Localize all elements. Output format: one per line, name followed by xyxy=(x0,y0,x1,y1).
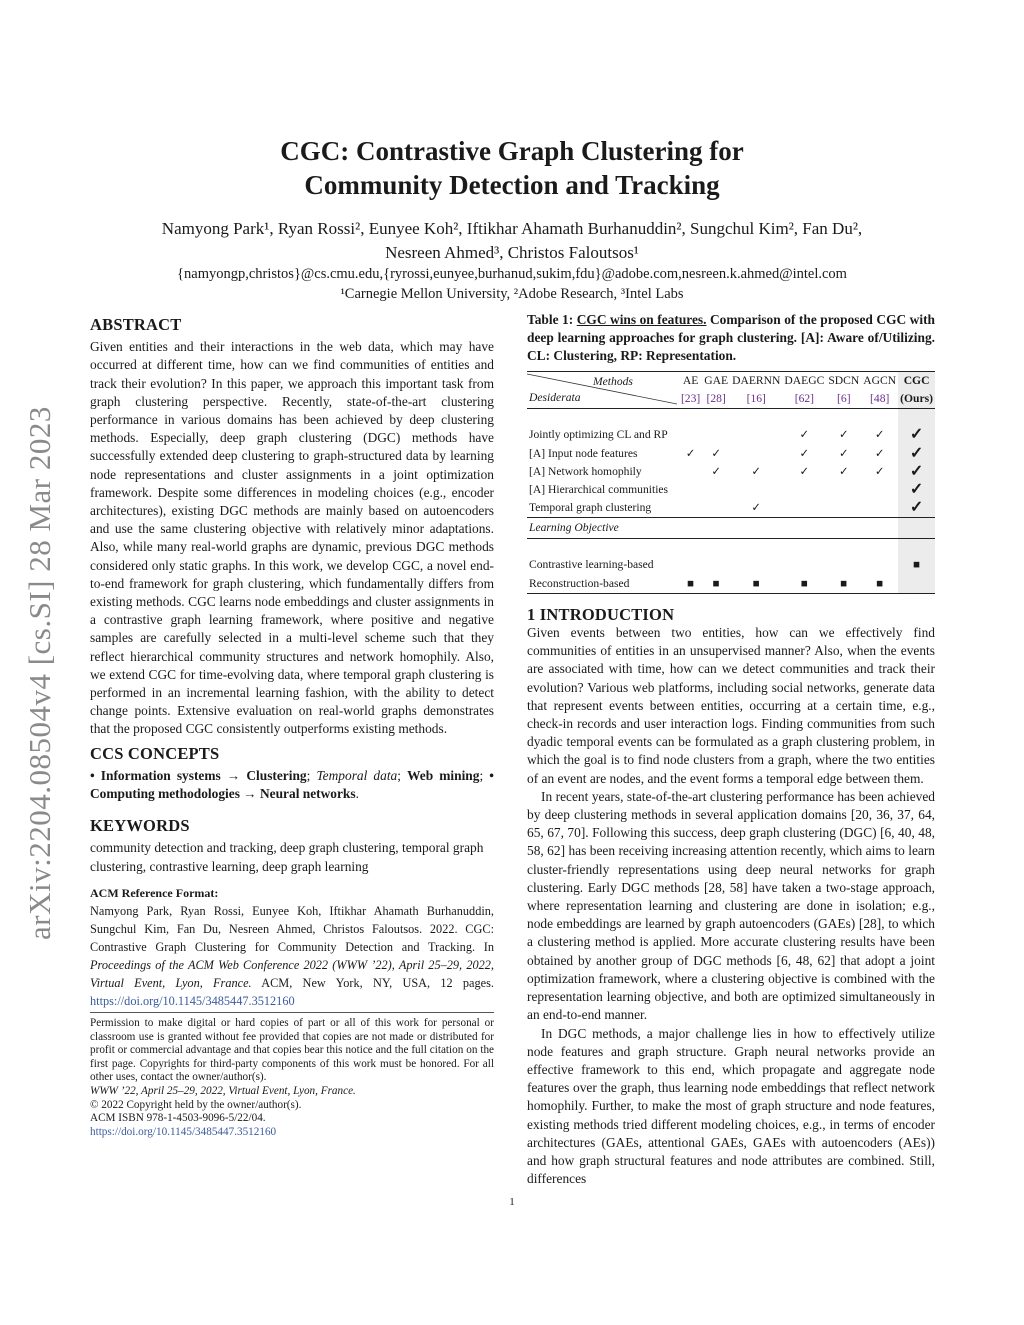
table-cell xyxy=(679,481,702,499)
ccs-concept-2: Temporal data xyxy=(316,767,398,783)
acm-ref-doi-link[interactable]: https://doi.org/10.1145/3485447.3512160 xyxy=(90,994,295,1009)
ccs-concept-3: Web mining xyxy=(407,767,480,783)
method-ref-ae[interactable]: [23] xyxy=(679,390,702,409)
table-cell xyxy=(861,481,898,499)
permission-doi-link[interactable]: https://doi.org/10.1145/3485447.3512160 xyxy=(90,1125,277,1138)
arxiv-stamp: arXiv:2204.08504v4 [cs.SI] 28 Mar 2023 xyxy=(22,406,57,940)
table-cell xyxy=(730,426,782,444)
abstract-heading: ABSTRACT xyxy=(90,315,182,334)
methods-label: Methods xyxy=(593,375,633,388)
table-cell-ours xyxy=(898,575,935,594)
paper-title xyxy=(130,134,894,202)
table-cell: ✓ xyxy=(685,446,696,460)
title-line-1: CGC: Contrastive Graph Clustering for xyxy=(280,136,744,166)
table-row xyxy=(527,481,935,499)
right-column xyxy=(527,311,935,1188)
permission-block xyxy=(90,1017,494,1139)
table-cell: ✓ xyxy=(838,464,849,478)
table-cell: ■ xyxy=(730,575,782,594)
footnote-rule xyxy=(90,1012,494,1013)
method-name-cgc: CGC xyxy=(898,372,935,391)
permission-copyright: © 2022 Copyright held by the owner/author(s). xyxy=(90,1098,302,1111)
table-cell: ✓ xyxy=(838,428,849,442)
table-caption-underlined: CGC wins on features. xyxy=(576,312,707,327)
ccs-concept-1: • Information systems → Clustering xyxy=(90,767,307,783)
desiderata-label: Desiderata xyxy=(529,391,581,404)
row-label: Reconstruction-based xyxy=(527,575,679,594)
table-cell: ■ xyxy=(861,575,898,594)
table-cell xyxy=(782,499,826,518)
authors-line-2: Nesreen Ahmed³, Christos Faloutsos¹ xyxy=(385,243,639,262)
table-cell xyxy=(782,556,826,574)
table-cell: ■ xyxy=(702,575,730,594)
intro-heading: 1 INTRODUCTION xyxy=(527,604,675,624)
table-cell xyxy=(702,499,730,518)
table-row xyxy=(527,556,935,574)
table-row xyxy=(527,539,935,557)
acm-ref-heading: ACM Reference Format: xyxy=(90,885,219,900)
table-cell: ✓ xyxy=(874,428,885,442)
row-label: Jointly optimizing CL and RP xyxy=(529,428,668,442)
acm-ref-authors: Namyong Park, Ryan Rossi, Eunyee Koh, Iftikhar Ahamath Burhanuddin, Sungchul Kim, Fan Du, Nesreen Ahmed, Christos Faloutsos. 2022. CGC: Contrastive Graph Clustering for Community Detection and Tracking. In xyxy=(90,904,494,955)
table-cell xyxy=(730,481,782,499)
table-cell xyxy=(730,445,782,463)
left-column xyxy=(90,316,494,1139)
method-name-sdcn: SDCN xyxy=(826,372,861,391)
method-ref-sdcn[interactable]: [6] xyxy=(826,390,861,409)
table-cell: ✓ xyxy=(874,464,885,478)
table-cell: ✓ xyxy=(799,428,810,442)
table-cell-ours: ■ xyxy=(898,556,935,574)
table-cell xyxy=(730,556,782,574)
table-cell: ■ xyxy=(679,575,702,594)
table-cell: ✓ xyxy=(838,446,849,460)
table-cell: ✓ xyxy=(751,464,762,478)
table-cell xyxy=(861,556,898,574)
intro-paragraph-3: In DGC methods, a major challenge lies in how to effectively utilize node features and graph structure. Graph neural networks provide an effective framework to this end, which propagate and aggregate node features over the graph, thus learning node embeddings that reflect network homophily. Further, to make the most of graph structure and node features, existing methods tried different modeling choices, e.g., in terms of encoder architectures (GAEs, attentional GAEs, GAEs with autoencoders (AEs)) and how graph structural features and node attributes are combined. Still, differences xyxy=(527,1025,935,1187)
table-cell: ✓ xyxy=(711,446,722,460)
title-line-2: Community Detection and Tracking xyxy=(304,170,720,200)
permission-text: Permission to make digital or hard copies of part or all of this work for personal or classroom use is granted without fee provided that copies are not made or distributed for profit or commercial advantage and that copies bear this notice and the full citation on the first page. Copyrights for third-party components of this work must be honored. For all other uses, contact the owner/author(s). xyxy=(90,1017,494,1084)
table-cell: ■ xyxy=(826,575,861,594)
table-row xyxy=(527,445,935,463)
table-cell-ours: ✓ xyxy=(898,499,935,518)
table-cell xyxy=(826,481,861,499)
acm-ref-text xyxy=(90,902,494,1010)
intro-paragraph-1: Given events between two entities, how can we effectively find communities of entities in an unsupervised manner? Also, when the events are associated with time, how can we detect communities and track their evolution? Various web platforms, including social networks, generate data that represent events between entities, occurring at a certain time, e.g., check-in records and user interaction logs. Finding communities from such dyadic temporal events can be formulated as a graph clustering problem, in which the goal is to find node clusters from a graph, where the two entities of an event are nodes, and the event forms a temporal edge between them. xyxy=(527,625,935,786)
row-label: [A] Network homophily xyxy=(529,464,642,478)
affiliations: ¹Carnegie Mellon University, ²Adobe Research, ³Intel Labs xyxy=(340,286,684,302)
method-name-gae: GAE xyxy=(702,372,730,391)
ccs-concept-4: • Computing methodologies → Neural networks xyxy=(90,767,494,802)
table-cell xyxy=(702,426,730,444)
row-label: Contrastive learning-based xyxy=(529,558,654,572)
method-name-agcn: AGCN xyxy=(861,372,898,391)
table-cell xyxy=(826,556,861,574)
ccs-heading: CCS CONCEPTS xyxy=(90,743,220,763)
table-header-row xyxy=(527,372,935,391)
table-cell xyxy=(702,556,730,574)
table-cell xyxy=(826,499,861,518)
intro-paragraph-2: In recent years, state-of-the-art clustering performance has been achieved by deep clustering methods in several application domains [20, 36, 37, 64, 65, 67, 70]. Following this success, deep graph clustering (DGC) [6, 40, 48, 58, 62] has been receiving increasing attention recently, which aims to learn cluster-friendly representations using deep neural networks for graph clustering. Early DGC methods [28, 58] have taken a two-stage approach, where representation learning and clustering are done in isolation; e.g., node embeddings are learned by graph autoencoders (GAEs) [28], to which a clustering method is applied. More accurate clustering results have been obtained by another group of DGC methods [6, 48, 62] that adopt a joint optimization framework, where a clustering objective is combined with the representation learning objective, and both are optimized simultaneously in an end-to-end manner. xyxy=(527,788,935,1023)
authors-line-1: Namyong Park¹, Ryan Rossi², Eunyee Koh², Iftikhar Ahamath Burhanuddin², Sungchul Kim², Fan Du², xyxy=(161,219,863,238)
table-caption xyxy=(527,311,935,365)
author-emails: {namyongp,christos}@cs.cmu.edu,{ryrossi,eunyee,burhanud,sukim,fdu}@adobe.com,nesreen.k.ahmed@intel.com xyxy=(177,266,847,282)
table-row xyxy=(527,426,935,444)
table-cell xyxy=(782,481,826,499)
method-ref-cgc: (Ours) xyxy=(898,390,935,409)
table-cell-ours: ✓ xyxy=(898,426,935,444)
table-cell xyxy=(679,463,702,481)
diagonal-header-cell xyxy=(527,372,679,409)
method-ref-agcn[interactable]: [48] xyxy=(861,390,898,409)
method-ref-daegc[interactable]: [62] xyxy=(782,390,826,409)
table-cell xyxy=(679,556,702,574)
row-label: Temporal graph clustering xyxy=(529,501,652,515)
table-cell xyxy=(679,426,702,444)
method-name-daernn: DAERNN xyxy=(730,372,782,391)
abstract-text: Given entities and their interactions in the web data, which may have occurred at different time, how can we find communities of entities and track their evolution? In this paper, we approach this important task from graph clustering perspective. Recently, state-of-the-art clustering performance in various domains has been achieved by deep clustering methods. Especially, deep graph clustering (DGC) methods have successfully extended deep clustering to graph-structured data by learning node representations and cluster assignments in a joint optimization framework. Despite some differences in modeling choices (e.g., encoder architectures), existing DGC methods are mainly based on autoencoders and use the same clustering objective with relatively minor adaptations. Also, while many real-world graphs are dynamic, previous DGC methods considered only static graphs. In this work, we develop CGC, a novel end-to-end framework for graph clustering, which fundamentally differs from existing methods. CGC learns node embeddings and cluster assignments in a contrastive graph learning framework, where positive and negative samples are carefully selected in a multi-level scheme such that they reflect hierarchical community structures and network homophily. Also, we extend CGC for time-evolving data, where temporal graph clustering is performed in an incremental learning fashion, with the ability to detect change points. Extensive evaluation on real-world graphs demonstrates that the proposed CGC consistently outperforms existing methods. xyxy=(90,339,494,737)
method-ref-daernn[interactable]: [16] xyxy=(730,390,782,409)
permission-conf: WWW ’22, April 25–29, 2022, Virtual Event, Lyon, France. xyxy=(90,1085,356,1098)
table-cell: ✓ xyxy=(799,464,810,478)
page-number: 1 xyxy=(509,1196,515,1208)
table-cell: ✓ xyxy=(751,501,762,515)
table-cell xyxy=(679,499,702,518)
table-row xyxy=(527,499,935,518)
ccs-text: • Information systems → Clustering; Temporal data; Web mining; • Computing methodologies → Neural networks. xyxy=(90,767,494,802)
keywords-heading: KEYWORDS xyxy=(90,816,190,836)
keywords-text: community detection and tracking, deep graph clustering, temporal graph clustering, contrastive learning, deep graph learning xyxy=(90,840,484,874)
method-name-daegc: DAEGC xyxy=(782,372,826,391)
method-name-ae: AE xyxy=(679,372,702,391)
comparison-table xyxy=(527,371,935,594)
row-label: [A] Hierarchical communities xyxy=(529,483,669,497)
acm-ref-venue: Proceedings of the ACM Web Conference 2022 (WWW ’22), April 25–29, 2022, Virtual Event, Lyon, France. xyxy=(90,958,494,991)
table-caption-rest: Comparison of the proposed CGC with deep learning approaches for graph clustering. [A]: Aware of/Utilizing. CL: Clustering, RP: Representation. xyxy=(527,312,935,363)
table-cell-ours: ✓ xyxy=(898,445,935,463)
objective-label: Learning Objective xyxy=(527,518,679,539)
table-cell: ✓ xyxy=(799,446,810,460)
table-cell xyxy=(702,481,730,499)
author-list xyxy=(100,217,924,265)
table-cell-ours: ✓ xyxy=(898,481,935,499)
table-cell-ours: ✓ xyxy=(898,463,935,481)
table-row xyxy=(527,409,935,427)
table-cell xyxy=(861,499,898,518)
method-ref-gae[interactable]: [28] xyxy=(702,390,730,409)
row-label: [A] Input node features xyxy=(529,446,638,460)
acm-ref-rest: ACM, New York, NY, USA, 12 pages. xyxy=(261,976,494,991)
permission-isbn: ACM ISBN 978-1-4503-9096-5/22/04. xyxy=(90,1112,266,1125)
table-row xyxy=(527,575,935,594)
table-caption-label: Table 1: xyxy=(527,312,574,327)
table-row xyxy=(527,463,935,481)
table-cell: ■ xyxy=(782,575,826,594)
table-cell: ✓ xyxy=(874,446,885,460)
table-row xyxy=(527,518,935,539)
table-cell: ✓ xyxy=(711,464,722,478)
